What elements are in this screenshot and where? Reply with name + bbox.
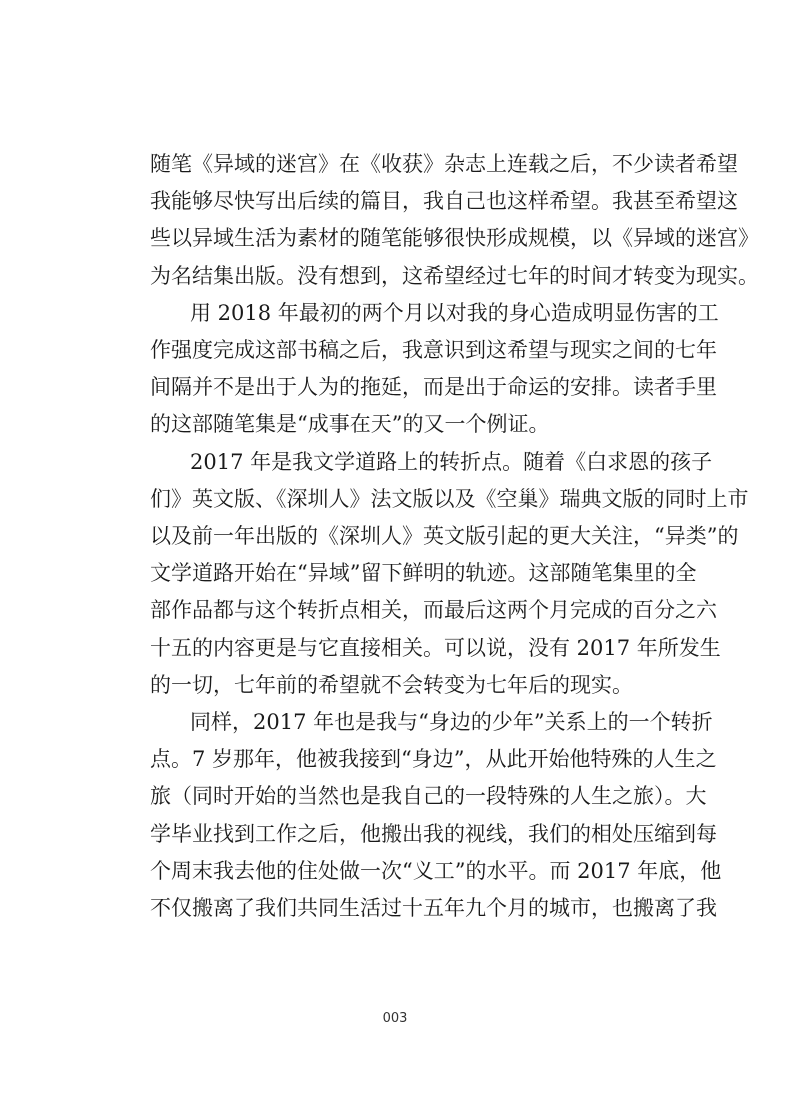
text-line: 为名结集出版。没有想到，这希望经过七年的时间才转变为现实。 <box>150 264 759 288</box>
text-line: 们》英文版、《深圳人》法文版以及《空巢》瑞典文版的同时上市 <box>150 487 749 511</box>
text-line: 部作品都与这个转折点相关，而最后这两个月完成的百分之六 <box>150 598 717 622</box>
text-line: 文学道路开始在“异域”留下鲜明的轨迹。这部随笔集里的全 <box>150 561 697 585</box>
text-line: 点。7 岁那年，他被我接到“身边”，从此开始他特殊的人生之 <box>150 747 717 771</box>
text-line: 十五的内容更是与它直接相关。可以说，没有 2017 年所发生 <box>150 636 721 660</box>
page-number: 003 <box>382 1011 408 1026</box>
text-line: 旅（同时开始的当然也是我自己的一段特殊的人生之旅）。大 <box>150 784 707 808</box>
text-line: 2017 年是我文学道路上的转折点。随着《白求恩的孩子 <box>190 450 713 474</box>
text-line: 我能够尽快写出后续的篇目，我自己也这样希望。我甚至希望这 <box>150 189 738 213</box>
text-line: 随笔《异域的迷宫》在《收获》杂志上连载之后，不少读者希望 <box>150 152 738 176</box>
text-line: 作强度完成这部书稿之后，我意识到这希望与现实之间的七年 <box>150 338 717 362</box>
text-line: 学毕业找到工作之后，他搬出我的视线，我们的相处压缩到每 <box>150 822 717 846</box>
text-line: 的一切，七年前的希望就不会转变为七年后的现实。 <box>150 673 633 697</box>
text-line: 的这部随笔集是“成事在天”的又一个例证。 <box>150 412 550 436</box>
text-line: 些以异域生活为素材的随笔能够很快形成规模，以《异域的迷宫》 <box>150 226 759 250</box>
text-line: 同样，2017 年也是我与“身边的少年”关系上的一个转折 <box>190 710 713 734</box>
text-line: 不仅搬离了我们共同生活过十五年九个月的城市，也搬离了我 <box>150 896 717 920</box>
text-line: 用 2018 年最初的两个月以对我的身心造成明显伤害的工 <box>190 301 719 325</box>
text-line: 以及前一年出版的《深圳人》英文版引起的更大关注，“异类”的 <box>150 524 739 548</box>
text-line: 个周末我去他的住处做一次“义工”的水平。而 2017 年底，他 <box>150 859 722 883</box>
text-line: 间隔并不是出于人为的拖延，而是出于命运的安排。读者手里 <box>150 375 717 399</box>
